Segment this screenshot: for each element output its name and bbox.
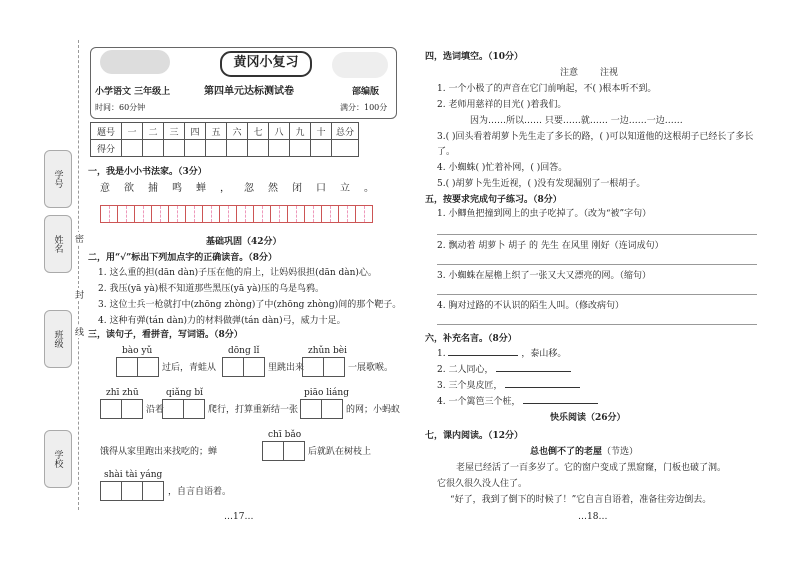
q4-item: 5.( )胡萝卜先生近视，( )没有发现漏别了一根胡子。 <box>437 179 646 189</box>
q5-item: 3. 小蜘蛛在屋檐上织了一张又大又漂亮的网。（缩句） <box>437 271 651 281</box>
edition-label: 部编版 <box>352 87 380 97</box>
q4-item: 3.( )回头看着胡萝卜先生走了多长的路，( )可以知道他的这根胡子已经长了多长了。 <box>437 132 754 157</box>
score-input[interactable] <box>311 140 332 157</box>
answer-boxes[interactable] <box>100 481 163 501</box>
sentence-text: 饿得从家里跑出来找吃的；蝉 <box>100 447 218 457</box>
passage-note: （节选） <box>602 447 639 457</box>
sentence-text: 后就趴在树枝上 <box>308 447 372 457</box>
sentence-text: 过后，青蛙从 <box>162 363 217 373</box>
answer-line[interactable] <box>437 324 757 325</box>
passage-line: 它很久很久没人住了。 <box>437 479 528 489</box>
question-2-title: 二，用“√”标出下列加点字的正确读音。（8分） <box>88 253 278 263</box>
q5-item: 1. 小鲫鱼把撞到网上的虫子吃掉了。（改为“被”字句） <box>437 209 652 219</box>
question-6-title: 六，补充名言。（8分） <box>425 334 517 344</box>
question-1-title: 一，我是小小书法家。（3分） <box>88 167 207 177</box>
calligraphy-char: 意 <box>100 183 110 194</box>
score-cell: 得分 <box>91 140 122 157</box>
question-4-title: 四，选词填空。（10分） <box>425 52 524 62</box>
q6-text: ，泰山移。 <box>521 349 567 359</box>
calligraphy-char: 蝉 <box>196 183 206 194</box>
blank-field[interactable] <box>523 403 598 404</box>
q6-text: 4. 一个篱笆三个桩， <box>437 397 521 407</box>
blank-field[interactable] <box>505 387 580 388</box>
q2-item: 4. 这种有弹(tán dàn)力的材料做弹(tán dàn)弓，威力十足。 <box>98 316 346 326</box>
answer-boxes[interactable] <box>300 399 342 419</box>
score-cell: 十 <box>311 123 332 140</box>
passage-title <box>530 446 638 458</box>
score-input[interactable] <box>332 140 359 157</box>
balloon-illustration <box>332 52 388 78</box>
score-cell: 九 <box>290 123 311 140</box>
page-number-value: 18 <box>587 512 599 522</box>
student-id-tab: 学号 <box>44 150 72 208</box>
q6-item-4 <box>437 396 598 408</box>
score-cell: 七 <box>248 123 269 140</box>
cut-mark-close: 封 <box>75 288 84 301</box>
score-table-score-row <box>91 140 359 157</box>
class-tab: 班级 <box>44 310 72 368</box>
q5-item: 4. 胸对过路的不认识的陌生人叫。（修改病句） <box>437 301 624 311</box>
score-input[interactable] <box>269 140 290 157</box>
exam-title: 第四单元达标测试卷 <box>204 86 294 97</box>
calligraphy-char: 。 <box>364 183 374 194</box>
score-input[interactable] <box>227 140 248 157</box>
pinyin-label: bào yǔ <box>122 346 153 356</box>
sentence-text: 一展歌喉。 <box>348 363 394 373</box>
word-option-group: 因为……所以…… 只要……就…… 一边……一边…… <box>470 116 683 126</box>
section-reading-title: 快乐阅读（26分） <box>550 413 626 423</box>
q6-text: 3. 三个臭皮匠， <box>437 381 503 391</box>
score-input[interactable] <box>143 140 164 157</box>
q6-item-3 <box>437 380 580 392</box>
blank-field[interactable] <box>496 371 571 372</box>
q6-item-2 <box>437 364 571 376</box>
score-cell: 三 <box>164 123 185 140</box>
q6-text: 2. 二人同心， <box>437 365 494 375</box>
q4-item: 2. 老师用慈祥的目光( )着我们。 <box>437 100 567 110</box>
answer-line[interactable] <box>437 234 757 235</box>
school-tab: 学校 <box>44 430 72 488</box>
question-5-title: 五，按要求完成句子练习。（8分） <box>425 195 562 205</box>
word-option: 注意 <box>560 68 579 78</box>
calligraphy-char: 口 <box>316 183 326 194</box>
q5-item: 2. 飘动着 胡萝卜 胡子 的 先生 在风里 刚好（连词成句） <box>437 241 664 251</box>
q6-number: 1. <box>437 349 446 359</box>
calligraphy-char: ， <box>220 183 230 194</box>
time-label: 时间：60分钟 <box>95 103 146 112</box>
score-cell: 题号 <box>91 123 122 140</box>
score-input[interactable] <box>122 140 143 157</box>
calligraphy-char: 忽 <box>244 183 254 194</box>
q2-item: 2. 我压(yā yà)根不知道那些黑压(yā yà)压的乌是鸟鸦。 <box>98 284 325 294</box>
cut-mark-seal: 密 <box>75 232 84 245</box>
name-tab: 姓名 <box>44 215 72 273</box>
q4-item: 1. 一个小极了的声音在它门前响起，不( )根本听不到。 <box>437 84 657 94</box>
score-table-header-row <box>91 123 359 140</box>
page-number-right: …18… <box>578 512 608 522</box>
answer-line[interactable] <box>437 264 757 265</box>
calligraphy-char: 鸣 <box>172 183 182 194</box>
calligraphy-char: 立 <box>340 183 350 194</box>
subject-label: 小学语文 三年级上 <box>95 87 171 97</box>
sentence-text: 爬行，打算重新结一张 <box>208 405 299 415</box>
sentence-text: 沿着 <box>146 405 165 415</box>
passage-title-text: 总也倒不了的老屋 <box>530 447 603 457</box>
score-cell: 四 <box>185 123 206 140</box>
answer-boxes[interactable] <box>162 399 204 419</box>
question-3-title: 三，读句子，看拼音，写词语。（8分） <box>88 330 243 340</box>
q4-item: 4. 小蜘蛛( )忙着补网，( )回答。 <box>437 163 568 173</box>
brand-logo: 黄冈小复习 <box>220 51 312 77</box>
answer-boxes[interactable] <box>302 357 344 377</box>
pinyin-label: zhī zhū <box>106 388 139 398</box>
score-cell: 总分 <box>332 123 359 140</box>
passage-line: 老屋已经活了一百多岁了。它的窗户变成了黑窟窿，门板也破了洞。 <box>456 463 727 473</box>
pinyin-label: chī bǎo <box>268 430 302 440</box>
page-number-left: …17… <box>224 512 254 522</box>
word-option: 注视 <box>600 68 619 78</box>
page-number-value: 17 <box>233 512 245 522</box>
score-cell: 八 <box>269 123 290 140</box>
writing-grid[interactable] <box>100 205 372 223</box>
section-basic-title: 基础巩固（42分） <box>206 237 282 247</box>
q6-item-1 <box>437 348 566 360</box>
score-input[interactable] <box>248 140 269 157</box>
score-input[interactable] <box>185 140 206 157</box>
pinyin-label: zhǔn bèi <box>308 346 347 356</box>
question-7-title: 七，课内阅读。（12分） <box>425 431 524 441</box>
calligraphy-text <box>100 183 388 195</box>
calligraphy-char: 欲 <box>124 183 134 194</box>
calligraphy-char: 然 <box>268 183 278 194</box>
score-cell: 二 <box>143 123 164 140</box>
score-input[interactable] <box>164 140 185 157</box>
binding-line <box>78 40 79 510</box>
calligraphy-char: 闭 <box>292 183 302 194</box>
answer-boxes[interactable] <box>100 399 142 419</box>
pinyin-label: piāo liáng <box>304 388 349 398</box>
pinyin-label: shài tài yáng <box>104 470 163 480</box>
score-table <box>90 122 359 157</box>
passage-line: “好了，我到了倒下的时候了！”它自言自语着，准备往旁边倒去。 <box>450 495 712 505</box>
score-cell: 五 <box>206 123 227 140</box>
blank-field[interactable] <box>448 355 518 356</box>
sentence-text: 里跳出来 <box>268 363 305 373</box>
cut-mark-line: 线 <box>75 325 84 338</box>
sentence-text: ，自言自语着。 <box>168 487 232 497</box>
pinyin-label: dōng lǐ <box>228 346 260 356</box>
q2-item: 3. 这位士兵一枪就打中(zhōng zhòng)了中(zhōng zhòng)间的那个靶子。 <box>98 300 402 310</box>
children-illustration <box>100 50 170 74</box>
answer-boxes[interactable] <box>262 441 304 461</box>
q2-item: 1. 这么重的担(dān dàn)子压在他的肩上，让妈妈很担(dān dàn)心。 <box>98 268 377 278</box>
score-input[interactable] <box>206 140 227 157</box>
answer-boxes[interactable] <box>222 357 264 377</box>
score-cell: 六 <box>227 123 248 140</box>
score-input[interactable] <box>290 140 311 157</box>
answer-boxes[interactable] <box>116 357 158 377</box>
score-cell: 一 <box>122 123 143 140</box>
calligraphy-char: 捕 <box>148 183 158 194</box>
sentence-text: 的网；小蚂蚁 <box>346 405 401 415</box>
pinyin-label: qiǎng bǐ <box>166 388 204 398</box>
answer-line[interactable] <box>437 294 757 295</box>
full-score-label: 满分：100分 <box>340 103 388 112</box>
